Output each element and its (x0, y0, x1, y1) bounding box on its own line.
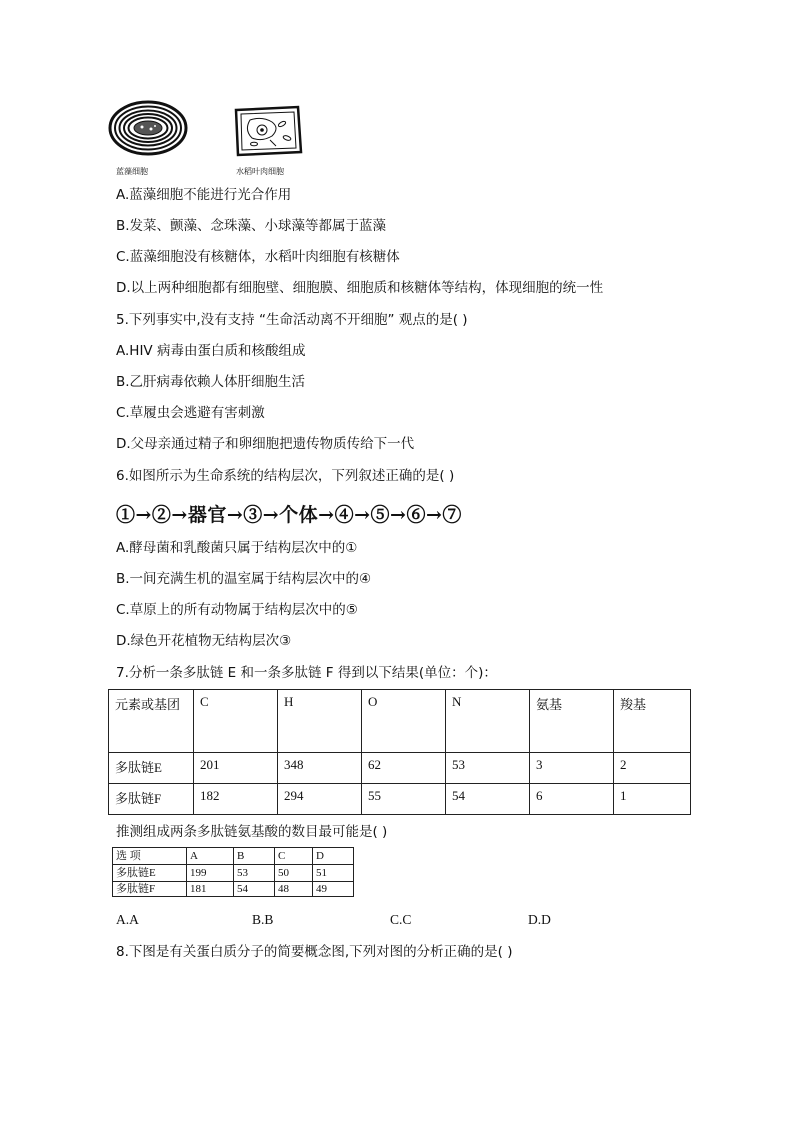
q4-option-c: C.蓝藻细胞没有核糖体，水稻叶肉细胞有核糖体 (116, 249, 400, 265)
table-cell: 181 (187, 882, 234, 897)
table-header-cell: B (234, 848, 275, 865)
table-cell: 2 (614, 753, 691, 784)
table-header-cell: N (446, 690, 530, 753)
table-cell: 多肽链F (109, 784, 194, 815)
q7-question: 推测组成两条多肽链氨基酸的数目最可能是( ) (116, 824, 388, 840)
table-cell: 1 (614, 784, 691, 815)
q5-option-c: C.草履虫会逃避有害刺激 (116, 405, 265, 421)
table-cell: 3 (530, 753, 614, 784)
q4-option-d: D.以上两种细胞都有细胞壁、细胞膜、细胞质和核糖体等结构，体现细胞的统一性 (116, 280, 604, 296)
table-header-row (109, 690, 691, 753)
table-row (109, 784, 691, 815)
table-cell: 55 (362, 784, 446, 815)
table-cell: 多肽链E (109, 753, 194, 784)
q7-option-a: A.A (116, 912, 139, 927)
table-cell: 53 (446, 753, 530, 784)
table-cell: 199 (187, 865, 234, 882)
table-cell: 51 (313, 865, 354, 882)
table-header-cell: H (278, 690, 362, 753)
table-header-cell: 元素或基团 (109, 690, 194, 753)
q8-stem: 8.下图是有关蛋白质分子的简要概念图,下列对图的分析正确的是( ) (116, 944, 513, 960)
table-row (109, 753, 691, 784)
table-header-cell: O (362, 690, 446, 753)
rice-cell-caption: 水稻叶肉细胞 (236, 167, 284, 176)
q6-option-b: B.一间充满生机的温室属于结构层次中的④ (116, 571, 372, 587)
q6-stem: 6.如图所示为生命系统的结构层次，下列叙述正确的是( ) (116, 468, 455, 484)
rice-mesophyll-cell-figure (232, 104, 304, 158)
cyanobacteria-cell-figure (108, 100, 188, 156)
table-cell: 62 (362, 753, 446, 784)
answer-options-table (112, 847, 354, 897)
life-system-hierarchy-chain: ①→②→器官→③→个体→④→⑤→⑥→⑦ (116, 504, 462, 526)
table-cell: 多肽链E (113, 865, 187, 882)
q6-option-a: A.酵母菌和乳酸菌只属于结构层次中的① (116, 540, 358, 556)
table-header-cell: D (313, 848, 354, 865)
q5-stem: 5.下列事实中,没有支持 “生命活动离不开细胞” 观点的是( ) (116, 312, 468, 328)
table-cell: 53 (234, 865, 275, 882)
table-cell: 54 (446, 784, 530, 815)
table-header-row (113, 848, 354, 865)
table-header-cell: 选 项 (113, 848, 187, 865)
q7-option-d: D.D (528, 912, 551, 927)
cell-figures (108, 98, 308, 180)
table-cell: 54 (234, 882, 275, 897)
table-header-cell: 羧基 (614, 690, 691, 753)
q4-option-b: B.发菜、颤藻、念珠藻、小球藻等都属于蓝藻 (116, 218, 387, 234)
table-cell: 48 (275, 882, 313, 897)
table-cell: 348 (278, 753, 362, 784)
table-cell: 6 (530, 784, 614, 815)
table-header-cell: A (187, 848, 234, 865)
q5-option-a: A.HIV 病毒由蛋白质和核酸组成 (116, 343, 306, 359)
polypeptide-composition-table (108, 689, 691, 815)
q6-option-d: D.绿色开花植物无结构层次③ (116, 633, 292, 649)
table-row (113, 865, 354, 882)
q5-option-b: B.乙肝病毒依赖人体肝细胞生活 (116, 374, 306, 390)
q4-option-a: A.蓝藻细胞不能进行光合作用 (116, 187, 292, 203)
table-cell: 294 (278, 784, 362, 815)
q7-option-c: C.C (390, 912, 412, 927)
table-cell: 50 (275, 865, 313, 882)
table-row (113, 882, 354, 897)
q5-option-d: D.父母亲通过精子和卵细胞把遗传物质传给下一代 (116, 436, 415, 452)
table-header-cell: C (275, 848, 313, 865)
cyanobacteria-caption: 蓝藻细胞 (116, 167, 148, 176)
table-cell: 多肽链F (113, 882, 187, 897)
q6-option-c: C.草原上的所有动物属于结构层次中的⑤ (116, 602, 358, 618)
table-header-cell: C (194, 690, 278, 753)
q7-option-b: B.B (252, 912, 274, 927)
table-header-cell: 氨基 (530, 690, 614, 753)
q7-stem: 7.分析一条多肽链 E 和一条多肽链 F 得到以下结果(单位：个)： (116, 665, 497, 681)
table-cell: 201 (194, 753, 278, 784)
table-cell: 182 (194, 784, 278, 815)
table-cell: 49 (313, 882, 354, 897)
